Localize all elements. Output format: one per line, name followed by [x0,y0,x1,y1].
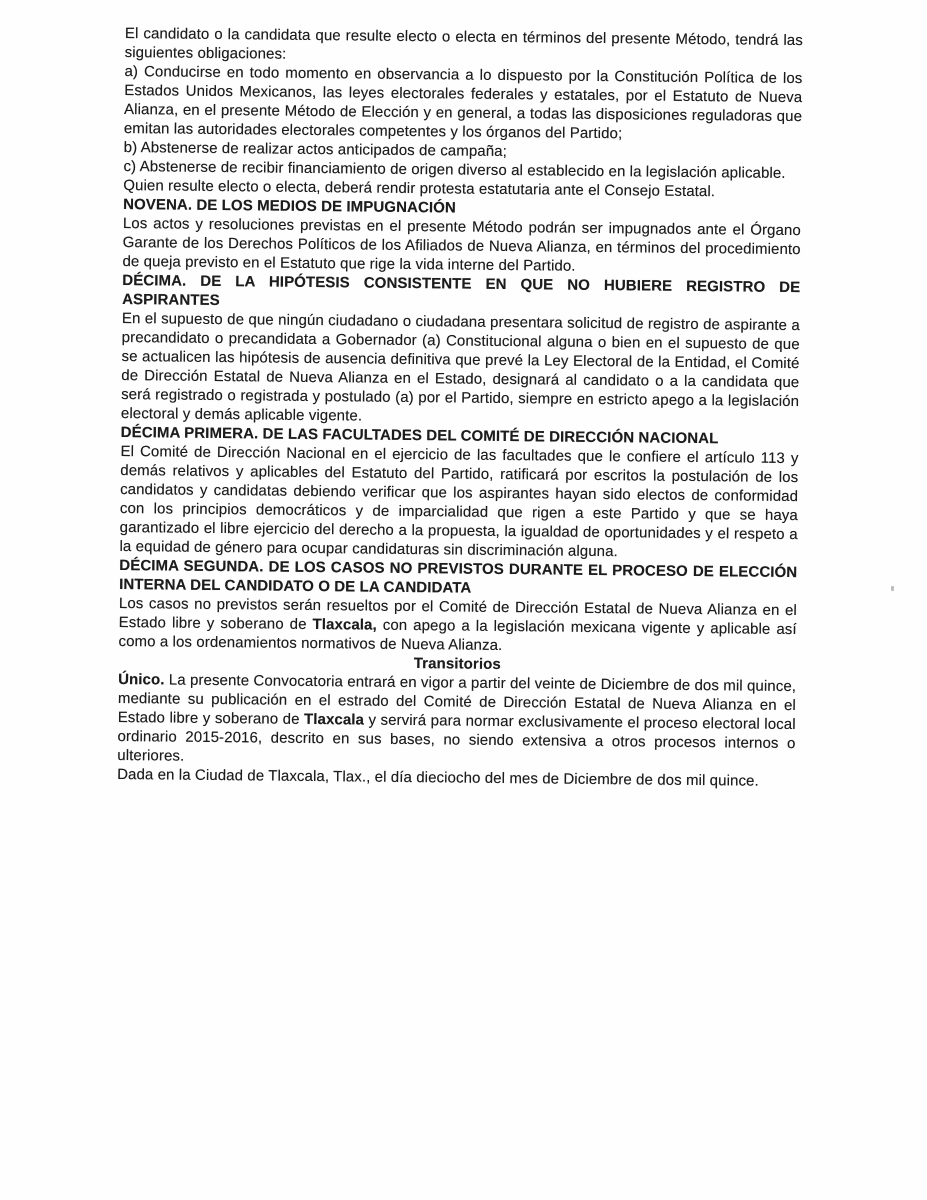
protesta-paragraph: Quien resulte electo o electa, deberá rendir protesta estatutaria ante el Consejo Estatal. [123,176,716,201]
obligation-a: a) Conducirse en todo momento en observancia a lo dispuesto por la Constitución Política de los Estados Unidos Mexicanos, las leyes electorales federales y estatales, por el Estatuto de Nueva Alianza, en el presente Método de Elección y en general, a todas las disposiciones reguladoras que emitan las autoridades electorales competentes y los órganos del Partido; [123,62,803,143]
heading-transitorios: Transitorios [413,655,501,673]
decima-segunda-body [118,594,797,658]
intro-paragraph: El candidato o la candidata que resulte electo o electa en términos del presente Método, tendrá las siguientes obligaciones: [124,24,803,63]
scan-artifact [891,586,894,591]
decima-primera-body: El Comité de Dirección Nacional en el ejercicio de las facultades que le confiere el artículo 113 y demás relativos y aplicables del Estatuto del Partido, ratificará por escritos la postulación de los candidatos y candidatas debiendo verificar que los aspirantes hayan sido electos de conformidad con los principios democráticos y de imparcialidad que rigen a este Partido y que se haya garantizado el libre ejercicio del derecho a la propuesta, la igualdad de oportunidades y el respeto a la equidad de género para ocupar candidaturas sin discriminación alguna. [119,442,799,561]
tlaxcala-bold-word-2: Tlaxcala [303,710,365,729]
novena-body: Los actos y resoluciones previstas en el presente Método podrán ser impugnados ante el Órgano Garante de los Derechos Políticos de los Afiliados de Nueva Alianza, en términos del procedimiento de queja previsto en el Estatuto que rige la vida interne del Partido. [122,214,801,275]
closing-paragraph: Dada en la Ciudad de Tlaxcala, Tlax., el día dieciocho del mes de Diciembre de dos mil quince. [117,765,759,790]
transitorios-body [117,670,796,772]
unico-bold-label: Único. [118,670,165,689]
heading-decima: DÉCIMA. DE LA HIPÓTESIS CONSISTENTE EN QUE NO HUBIERE REGISTRO DE ASPIRANTES [122,271,801,310]
decima-segunda-text-post: con apego a la legislación mexicana vigente y aplicable así como a los ordenamientos normativos de Nueva Alianza. [118,616,797,654]
tlaxcala-bold-word: Tlaxcala, [312,615,377,634]
transitorios-text-pre: La presente Convocatoria entrará en vigor a partir del veinte de Diciembre de dos mil quince, mediante su publicación en el estrado del Comité de Dirección Estatal de Nueva Alianza en el Estado libre y soberano de [117,671,797,728]
decima-segunda-text-pre: Los casos no previstos serán resueltos por el Comité de Dirección Estatal de Nueva Alianza en el Estado libre y soberano de [118,594,797,633]
transitorios-text-post: y servirá para normar exclusivamente el proceso electoral local ordinario 2015-2016, descrito en sus bases, no siendo extensiva a otros procesos internos o ulteriores. [117,711,796,765]
obligation-b: b) Abstenerse de realizar actos anticipados de campaña; [123,138,508,161]
heading-decima-segunda: DÉCIMA SEGUNDA. DE LOS CASOS NO PREVISTOS DURANTE EL PROCESO DE ELECCIÓN INTERNA DEL CANDIDATO O DE LA CANDIDATA [119,556,798,597]
obligation-c: c) Abstenerse de recibir financiamiento de origen diverso al establecido en la legislación aplicable. [123,157,786,182]
decima-body: En el supuesto de que ningún ciudadano o ciudadana presentara solicitud de registro de aspirante a precandidato o precandidata a Gobernador (a) Constitucional alguna o bien en el supuesto de que se actualicen las hipótesis de ausencia definitiva que prevé la Ley Electoral de la Entidad, el Comité de Dirección Estatal de Nueva Alianza en el Estado, designará al candidato o a la candidata que será registrado o registrada y postulado (a) por el Partido, siempre en estricto apego a la legislación electoral y demás aplicable vigente. [120,309,800,425]
document-content [117,24,803,791]
heading-decima-primera: DÉCIMA PRIMERA. DE LAS FACULTADES DEL COMITÉ DE DIRECCIÓN NACIONAL [120,423,719,448]
heading-novena: NOVENA. DE LOS MEDIOS DE IMPUGNACIÓN [123,195,456,217]
